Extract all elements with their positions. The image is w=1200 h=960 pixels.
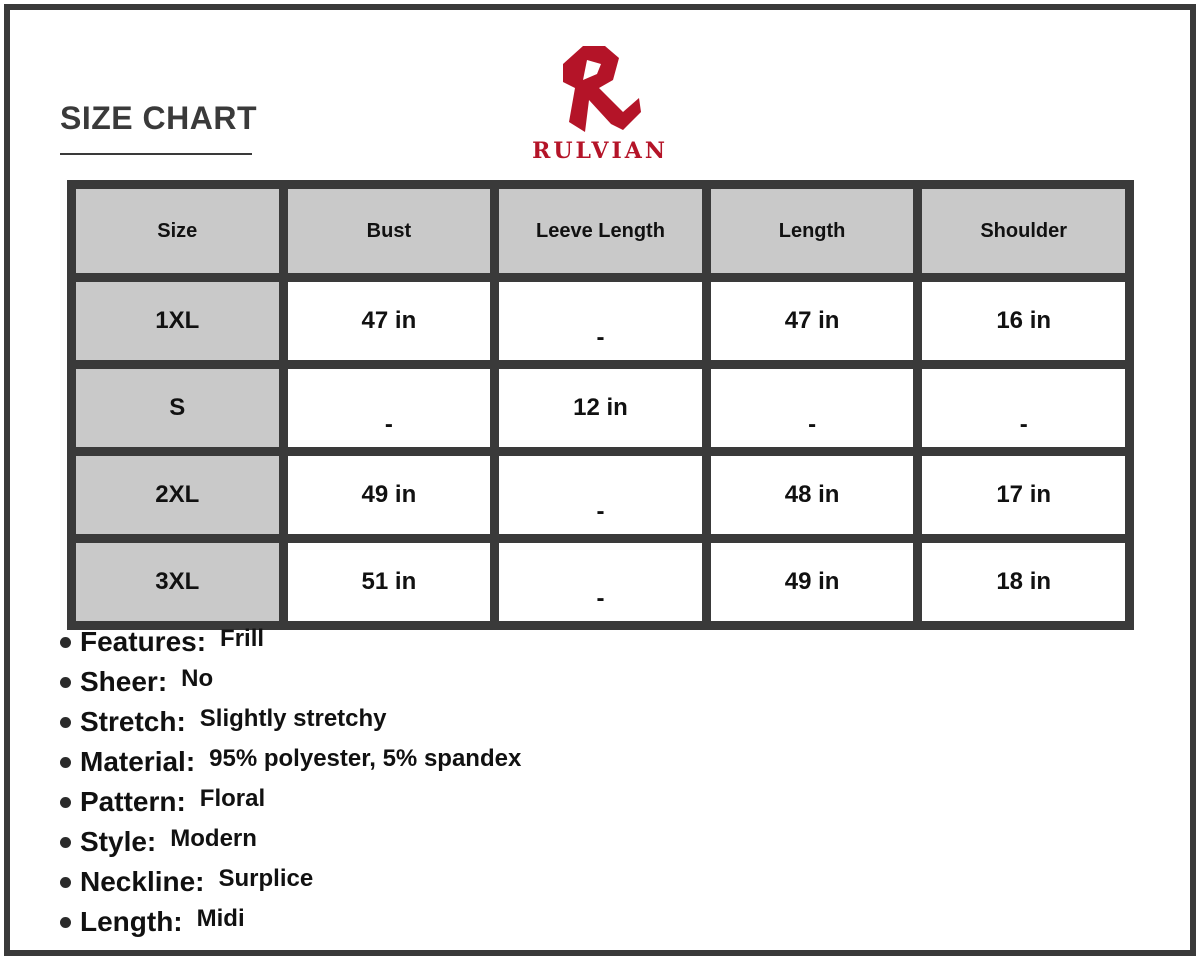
feature-label: Stretch: bbox=[80, 706, 186, 737]
sleeve-cell: 12 in bbox=[499, 369, 702, 447]
feature-value: Surplice bbox=[218, 865, 314, 892]
sleeve-cell: - bbox=[499, 282, 702, 360]
length-cell: 48 in bbox=[711, 456, 914, 534]
size-cell: 2XL bbox=[76, 456, 279, 534]
bust-cell: 51 in bbox=[288, 543, 491, 621]
feature-value: Slightly stretchy bbox=[199, 705, 387, 732]
sleeve-cell: - bbox=[499, 543, 702, 621]
feature-value: Floral bbox=[199, 785, 266, 812]
feature-list bbox=[60, 622, 521, 942]
bust-cell: 47 in bbox=[288, 282, 491, 360]
list-item bbox=[60, 662, 521, 702]
length-cell: 47 in bbox=[711, 282, 914, 360]
size-table bbox=[67, 180, 1134, 630]
brand-logo-icon bbox=[553, 40, 645, 136]
table-row bbox=[76, 456, 1125, 534]
feature-label: Neckline: bbox=[80, 866, 205, 897]
table-row bbox=[76, 543, 1125, 621]
brand-name: RULVIAN bbox=[532, 138, 668, 164]
shoulder-cell: 17 in bbox=[922, 456, 1125, 534]
bullet-icon bbox=[60, 917, 71, 928]
header-bust: Bust bbox=[288, 189, 491, 273]
shoulder-cell: 16 in bbox=[922, 282, 1125, 360]
length-cell: - bbox=[711, 369, 914, 447]
size-cell: 3XL bbox=[76, 543, 279, 621]
feature-value: Frill bbox=[220, 625, 265, 652]
header-sleeve-length: Leeve Length bbox=[499, 189, 702, 273]
feature-label: Length: bbox=[80, 906, 183, 937]
feature-value: Modern bbox=[170, 825, 257, 852]
list-item bbox=[60, 822, 521, 862]
header-size: Size bbox=[76, 189, 279, 273]
bust-cell: - bbox=[288, 369, 491, 447]
bullet-icon bbox=[60, 797, 71, 808]
table-row bbox=[76, 282, 1125, 360]
feature-label: Pattern: bbox=[80, 786, 186, 817]
title-underline bbox=[60, 153, 252, 155]
table-row bbox=[76, 369, 1125, 447]
page-title: SIZE CHART bbox=[60, 100, 257, 136]
bullet-icon bbox=[60, 637, 71, 648]
feature-value: Midi bbox=[196, 905, 245, 932]
feature-label: Features: bbox=[80, 626, 207, 657]
sleeve-cell: - bbox=[499, 456, 702, 534]
size-cell: 1XL bbox=[76, 282, 279, 360]
feature-label: Style: bbox=[80, 826, 157, 857]
bullet-icon bbox=[60, 717, 71, 728]
list-item bbox=[60, 902, 521, 942]
feature-label: Sheer: bbox=[80, 666, 168, 697]
table-header-row bbox=[76, 189, 1125, 273]
feature-value: No bbox=[181, 665, 214, 692]
bullet-icon bbox=[60, 677, 71, 688]
list-item bbox=[60, 742, 521, 782]
shoulder-cell: - bbox=[922, 369, 1125, 447]
size-cell: S bbox=[76, 369, 279, 447]
bullet-icon bbox=[60, 877, 71, 888]
feature-value: 95% polyester, 5% spandex bbox=[209, 745, 522, 772]
list-item bbox=[60, 702, 521, 742]
feature-label: Material: bbox=[80, 746, 196, 777]
shoulder-cell: 18 in bbox=[922, 543, 1125, 621]
list-item bbox=[60, 782, 521, 822]
header-shoulder: Shoulder bbox=[922, 189, 1125, 273]
list-item bbox=[60, 622, 521, 662]
bullet-icon bbox=[60, 757, 71, 768]
bust-cell: 49 in bbox=[288, 456, 491, 534]
list-item bbox=[60, 862, 521, 902]
header-length: Length bbox=[711, 189, 914, 273]
bullet-icon bbox=[60, 837, 71, 848]
length-cell: 49 in bbox=[711, 543, 914, 621]
